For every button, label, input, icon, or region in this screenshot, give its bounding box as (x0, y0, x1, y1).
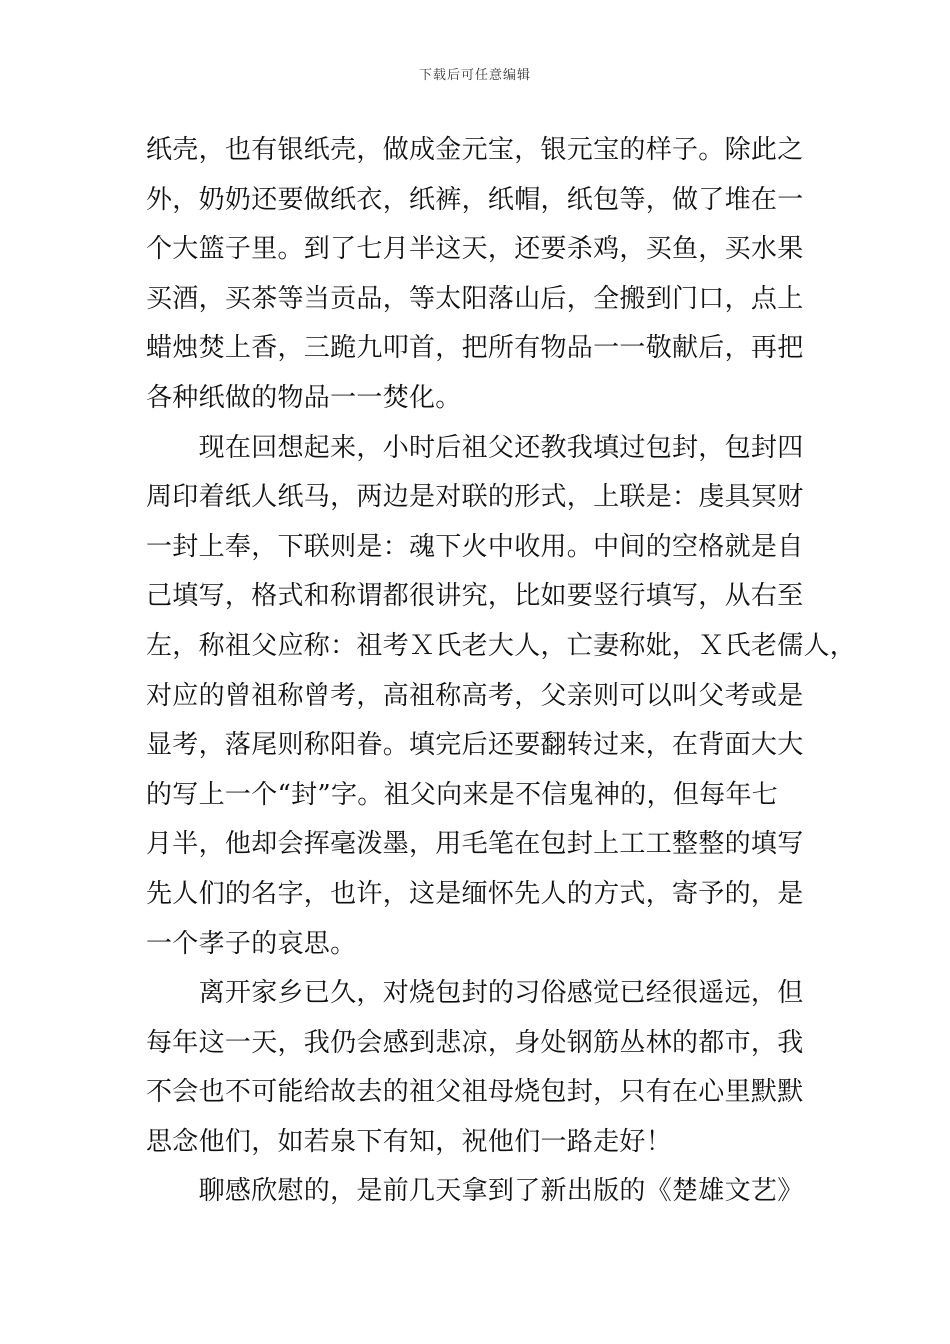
text-line: 各种纸做的物品一一焚化。 (146, 382, 462, 413)
text-line: 蜡烛焚上香，三跪九叩首，把所有物品一一敬献后，再把 (146, 333, 804, 364)
text-line: 不会也不可能给故去的祖父祖母烧包封，只有在心里默默 (146, 1077, 804, 1108)
text-line: 一封上奉，下联则是：魂下火中收用。中间的空格就是自 (146, 531, 804, 562)
text-line: 先人们的名字，也许，这是缅怀先人的方式，寄予的，是 (146, 878, 804, 909)
text-line: 外，奶奶还要做纸衣，纸裤，纸帽，纸包等，做了堆在一 (146, 184, 804, 215)
text-line: 纸壳，也有银纸壳，做成金元宝，银元宝的样子。除此之 (146, 135, 804, 165)
text-line: 个大篮子里。到了七月半这天，还要杀鸡，买鱼，买水果 (146, 234, 804, 265)
text-line: 周印着纸人纸马，两边是对联的形式，上联是：虔具冥财 (146, 482, 804, 513)
text-line: 显考，落尾则称阳眷。填完后还要翻转过来，在背面大大 (146, 730, 804, 761)
text-line: 每年这一天，我仍会感到悲凉，身处钢筋丛林的都市，我 (146, 1027, 804, 1058)
text-line: 一个孝子的哀思。 (146, 928, 357, 959)
text-line: 己填写，格式和称谓都很讲究，比如要竖行填写，从右至 (146, 581, 804, 612)
text-line: 对应的曾祖称曾考，高祖称高考，父亲则可以叫父考或是 (146, 680, 804, 711)
text-line: 月半，他却会挥毫泼墨，用毛笔在包封上工工整整的填写 (146, 829, 804, 860)
text-line: 左，称祖父应称：祖考Ｘ氏老大人，亡妻称妣，Ｘ氏老儒人， (146, 630, 857, 661)
text-line: 离开家乡已久，对烧包封的习俗感觉已经很遥远，但 (146, 978, 804, 1009)
text-line: 现在回想起来，小时后祖父还教我填过包封，包封四 (146, 432, 804, 463)
text-line: 买酒，买茶等当贡品，等太阳落山后，全搬到门口，点上 (146, 283, 804, 314)
document-body (146, 126, 857, 1217)
page-header: 下载后可任意编辑 (418, 68, 531, 83)
text-line: 思念他们，如若泉下有知，祝他们一路走好！ (146, 1126, 673, 1157)
text-line: 聊感欣慰的，是前几天拿到了新出版的《楚雄文艺》 (146, 1176, 804, 1207)
text-line: 的写上一个“封”字。祖父向来是不信鬼神的，但每年七 (146, 779, 779, 810)
